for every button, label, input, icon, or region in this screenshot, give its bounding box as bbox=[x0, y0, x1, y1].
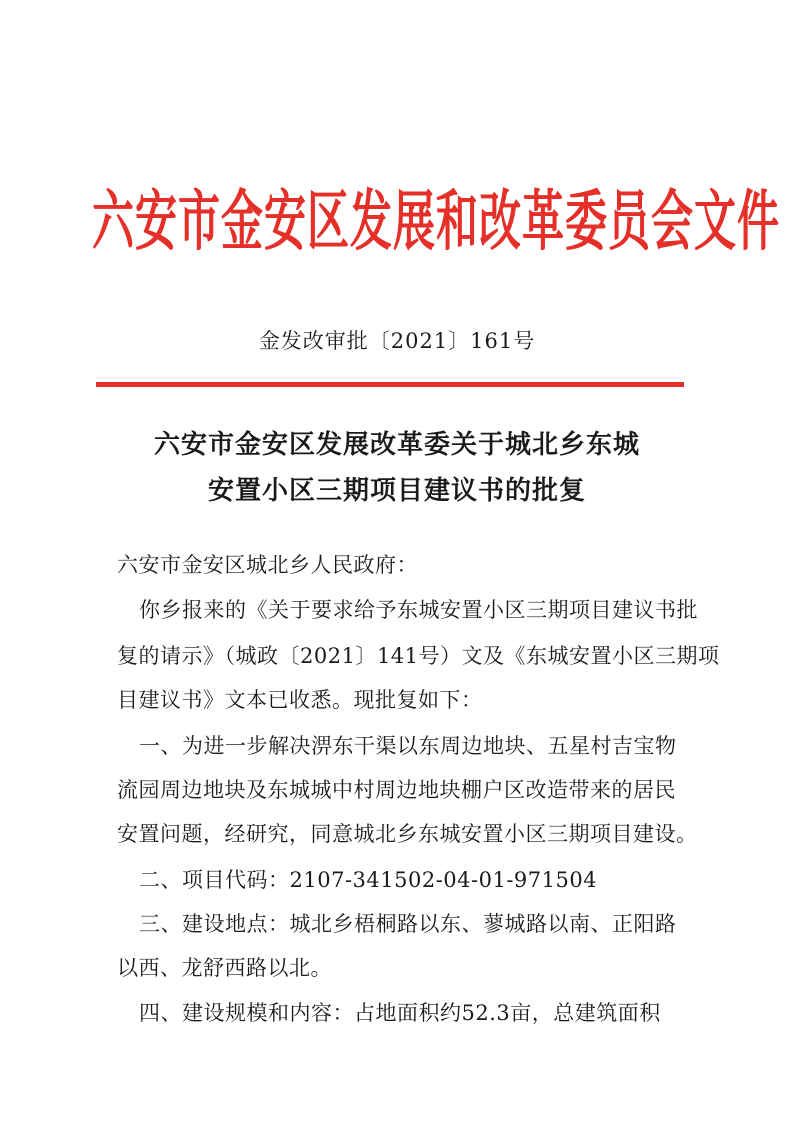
recipient-line: 六安市金安区城北乡人民政府： bbox=[117, 553, 418, 577]
body-item-1-line-3: 安置问题，经研究，同意城北乡东城安置小区三期项目建设。 bbox=[117, 822, 698, 846]
body-item-1-line-1: 一、为进一步解决淠东干渠以东周边地块、五星村吉宝物 bbox=[139, 734, 677, 758]
body-item-3-line-2: 以西、龙舒西路以北。 bbox=[117, 956, 332, 980]
issuing-authority-header: 六安市金安区发展和改革委员会文件 bbox=[92, 183, 781, 260]
body-item-3-line-1: 三、建设地点：城北乡梧桐路以东、蓼城路以南、正阳路 bbox=[139, 912, 677, 936]
red-divider-line bbox=[96, 382, 684, 387]
body-item-2-project-code: 二、项目代码：2107-341502-04-01-971504 bbox=[139, 868, 598, 892]
body-item-4-line-1: 四、建设规模和内容：占地面积约52.3亩，总建筑面积 bbox=[139, 1001, 661, 1025]
document-title-line-1: 六安市金安区发展改革委关于城北乡东城 bbox=[153, 430, 640, 460]
body-paragraph-1-line-1: 你乡报来的《关于要求给予东城安置小区三期项目建议书批 bbox=[139, 598, 698, 622]
document-number: 金发改审批〔2021〕161号 bbox=[258, 329, 536, 353]
body-paragraph-1-line-2: 复的请示》（城政〔2021〕141号）文及《东城安置小区三期项 bbox=[117, 644, 720, 668]
body-item-1-line-2: 流园周边地块及东城城中村周边地块棚户区改造带来的居民 bbox=[117, 778, 676, 802]
body-paragraph-1-line-3: 目建议书》文本已收悉。现批复如下： bbox=[117, 688, 483, 712]
document-title-line-2: 安置小区三期项目建议书的批复 bbox=[207, 476, 586, 506]
